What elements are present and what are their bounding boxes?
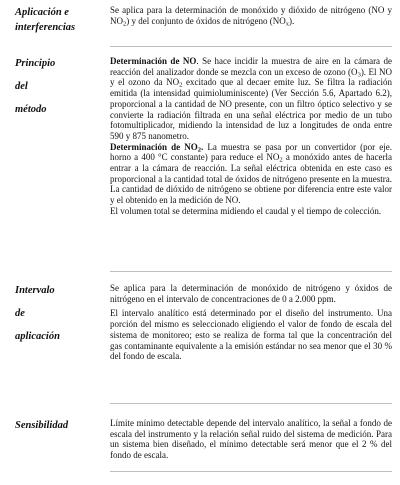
label-line: aplicación	[15, 331, 60, 342]
subscript: 2	[279, 156, 283, 164]
subscript: x	[285, 20, 289, 28]
label-sensibilidad	[15, 418, 110, 433]
paragraph	[110, 5, 392, 26]
text-run: El intervalo analítico está determinado por el diseño del instrumento. Una porción del mismo es seleccionado eligiendo el valor de fondo de escala del sistema de monitoreo; esto se realiza de forma tal que la concentración del gas contaminante equivalente a la emisión estándar no sea menor que el 30 % del fondo de escala.	[110, 308, 392, 362]
bold-heading: Determinación de NO	[110, 141, 198, 152]
bold-heading: Determinación de NO	[110, 56, 197, 66]
section-divider	[110, 271, 392, 272]
label-line: Principio	[15, 58, 56, 69]
label-aplicacion-interferencias	[15, 5, 110, 35]
sensibilidad-text	[110, 418, 392, 461]
text-run: El volumen total se determina midiendo el caudal y el tiempo de colección.	[110, 205, 382, 216]
section-divider	[110, 403, 392, 404]
paragraph	[110, 206, 392, 217]
label-line: Aplicación e	[15, 7, 69, 18]
text-run: ). El NO y el ozono da NO	[110, 66, 392, 88]
label-line: Sensibilidad	[15, 420, 69, 431]
label-line: método	[15, 104, 47, 115]
text-run: . Se hace incidir la muestra de aire en la cámara de reacción del analizador donde se mezcla con un exceso de ozono (O	[110, 56, 393, 77]
paragraph	[110, 308, 392, 362]
label-line: de	[15, 308, 25, 319]
section-divider	[110, 471, 392, 472]
paragraph	[110, 142, 392, 206]
bold-heading: .	[200, 141, 204, 152]
text-run: ) y del conjunto de óxidos de nitrógeno (NO	[126, 15, 286, 26]
subscript: 2	[197, 146, 201, 154]
text-run: Límite mínimo detectable depende del intervalo analítico, la señal a fondo de escala del instrumento y la relación señal ruido del sistema de medición. Para un sistema bien diseñado, el mínimo detectable será menor que el 2 % del fondo de escala.	[110, 418, 392, 461]
text-run: a monóxido antes de hacerla entrar a la cámara de reacción. La señal eléctrica obtenida en este caso es proporcional a la cantidad total de óxidos de nitrógeno presente en la muestra. La cantidad de dióxido de nitrógeno se obtiene por diferencia entre este valor y el obtenido en la medición de NO.	[110, 152, 392, 206]
intervalo-de-aplicacion-text	[110, 283, 392, 362]
text-run: La muestra se pasa por un convertidor (por eje. horno a 400 °C constante) para reduce el NO	[110, 141, 393, 163]
label-line: interferencias	[15, 22, 76, 33]
paragraph	[110, 418, 392, 461]
label-line: del	[15, 81, 28, 92]
paragraph	[110, 56, 392, 142]
subscript: 2	[123, 20, 127, 28]
text-run: Se aplica para la determinación de monóxido y dióxido de nitrógeno (NO y NO	[110, 5, 392, 26]
text-run: ).	[288, 15, 295, 26]
text-run: Se aplica para la determinación de monóxido de nitrógeno y óxidos de nitrógeno en el intervalo de concentraciones de 0 a 2.000 ppm.	[110, 283, 392, 304]
aplicacion-interferencias-text	[110, 5, 392, 26]
paragraph	[110, 283, 392, 304]
label-intervalo-de-aplicacion	[15, 283, 110, 344]
label-principio-del-metodo	[15, 56, 110, 117]
subscript: 2	[179, 81, 183, 89]
section-divider	[110, 46, 392, 47]
text-run: excitado que al decaer emite luz. Se filtra la radiación emitida (la intensidad quimioluminiscente) (Ver Sección 5.6, Apartado 6.2), proporcional a la cantidad de NO presente, con un filtro óptico selectivo y se convierte la radiación filtrada en una señal eléctrica por medio de un tubo fotomultiplicador, midiendo la intensidad de luz a longitudes de onda entre 590 y 875 nanometro.	[110, 77, 393, 141]
principio-del-metodo-text	[110, 56, 392, 217]
subscript: 3	[357, 71, 361, 79]
label-line: Intervalo	[15, 285, 55, 296]
